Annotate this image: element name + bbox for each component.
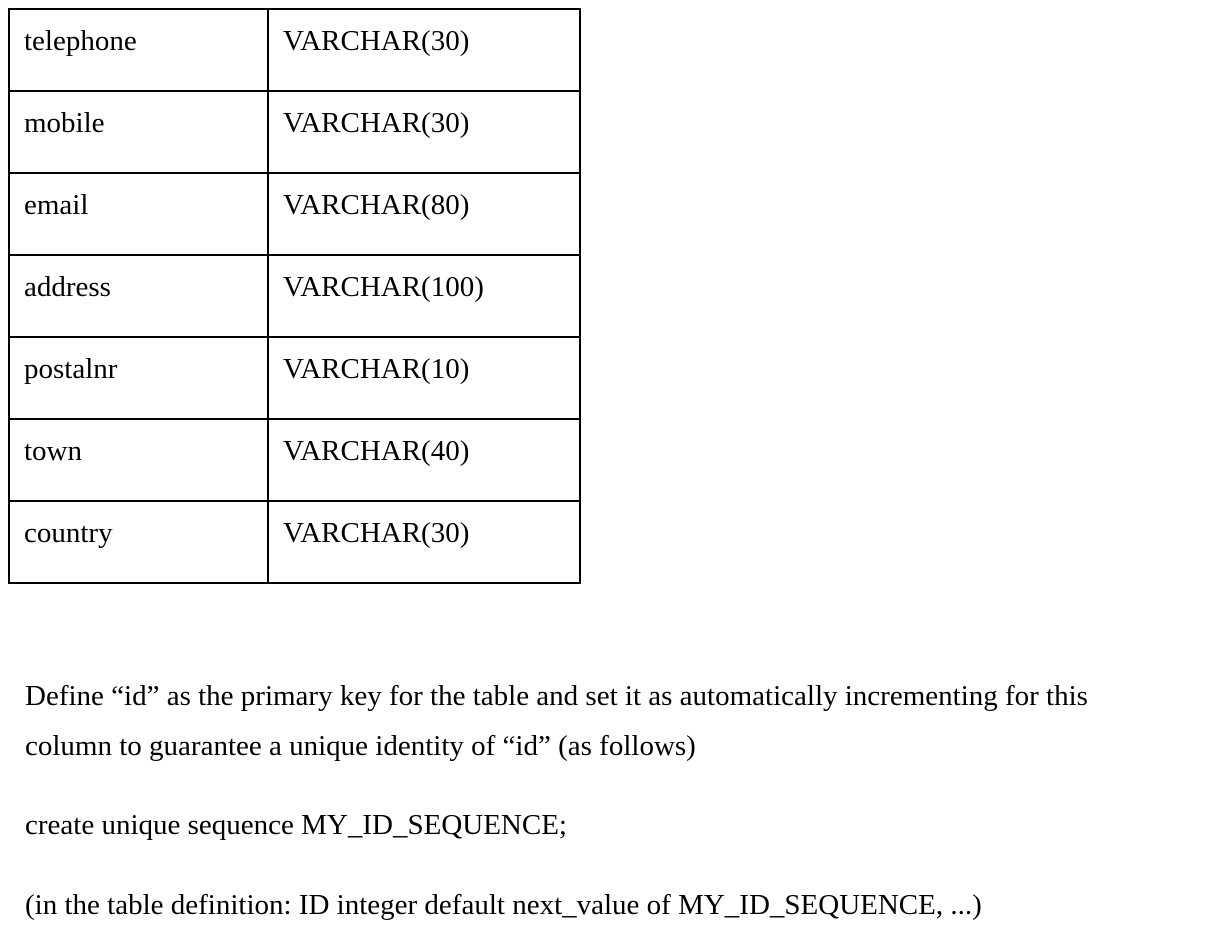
column-name-cell: telephone [9, 9, 268, 91]
column-type-cell: VARCHAR(100) [268, 255, 580, 337]
table-row [9, 501, 580, 583]
column-type-cell: VARCHAR(30) [268, 91, 580, 173]
instruction-line-1: Define “id” as the primary key for the table and set it as automatically incrementing for this [25, 680, 1088, 712]
column-type-cell: VARCHAR(40) [268, 419, 580, 501]
column-name-cell: address [9, 255, 268, 337]
table-row [9, 337, 580, 419]
column-definition-table [8, 8, 581, 584]
table-row [9, 91, 580, 173]
column-type-cell: VARCHAR(10) [268, 337, 580, 419]
column-type-cell: VARCHAR(30) [268, 9, 580, 91]
column-type-cell: VARCHAR(80) [268, 173, 580, 255]
column-name-cell: mobile [9, 91, 268, 173]
primary-key-instruction [25, 671, 1088, 771]
instruction-line-2: column to guarantee a unique identity of “id” (as follows) [25, 730, 696, 762]
table-row [9, 173, 580, 255]
column-name-cell: postalnr [9, 337, 268, 419]
column-name-cell: email [9, 173, 268, 255]
column-name-cell: country [9, 501, 268, 583]
table-row [9, 9, 580, 91]
table-definition-note: (in the table definition: ID integer default next_value of MY_ID_SEQUENCE, ...) [25, 889, 982, 921]
table-row [9, 255, 580, 337]
column-name-cell: town [9, 419, 268, 501]
table-row [9, 419, 580, 501]
column-type-cell: VARCHAR(30) [268, 501, 580, 583]
sequence-statement: create unique sequence MY_ID_SEQUENCE; [25, 809, 567, 841]
